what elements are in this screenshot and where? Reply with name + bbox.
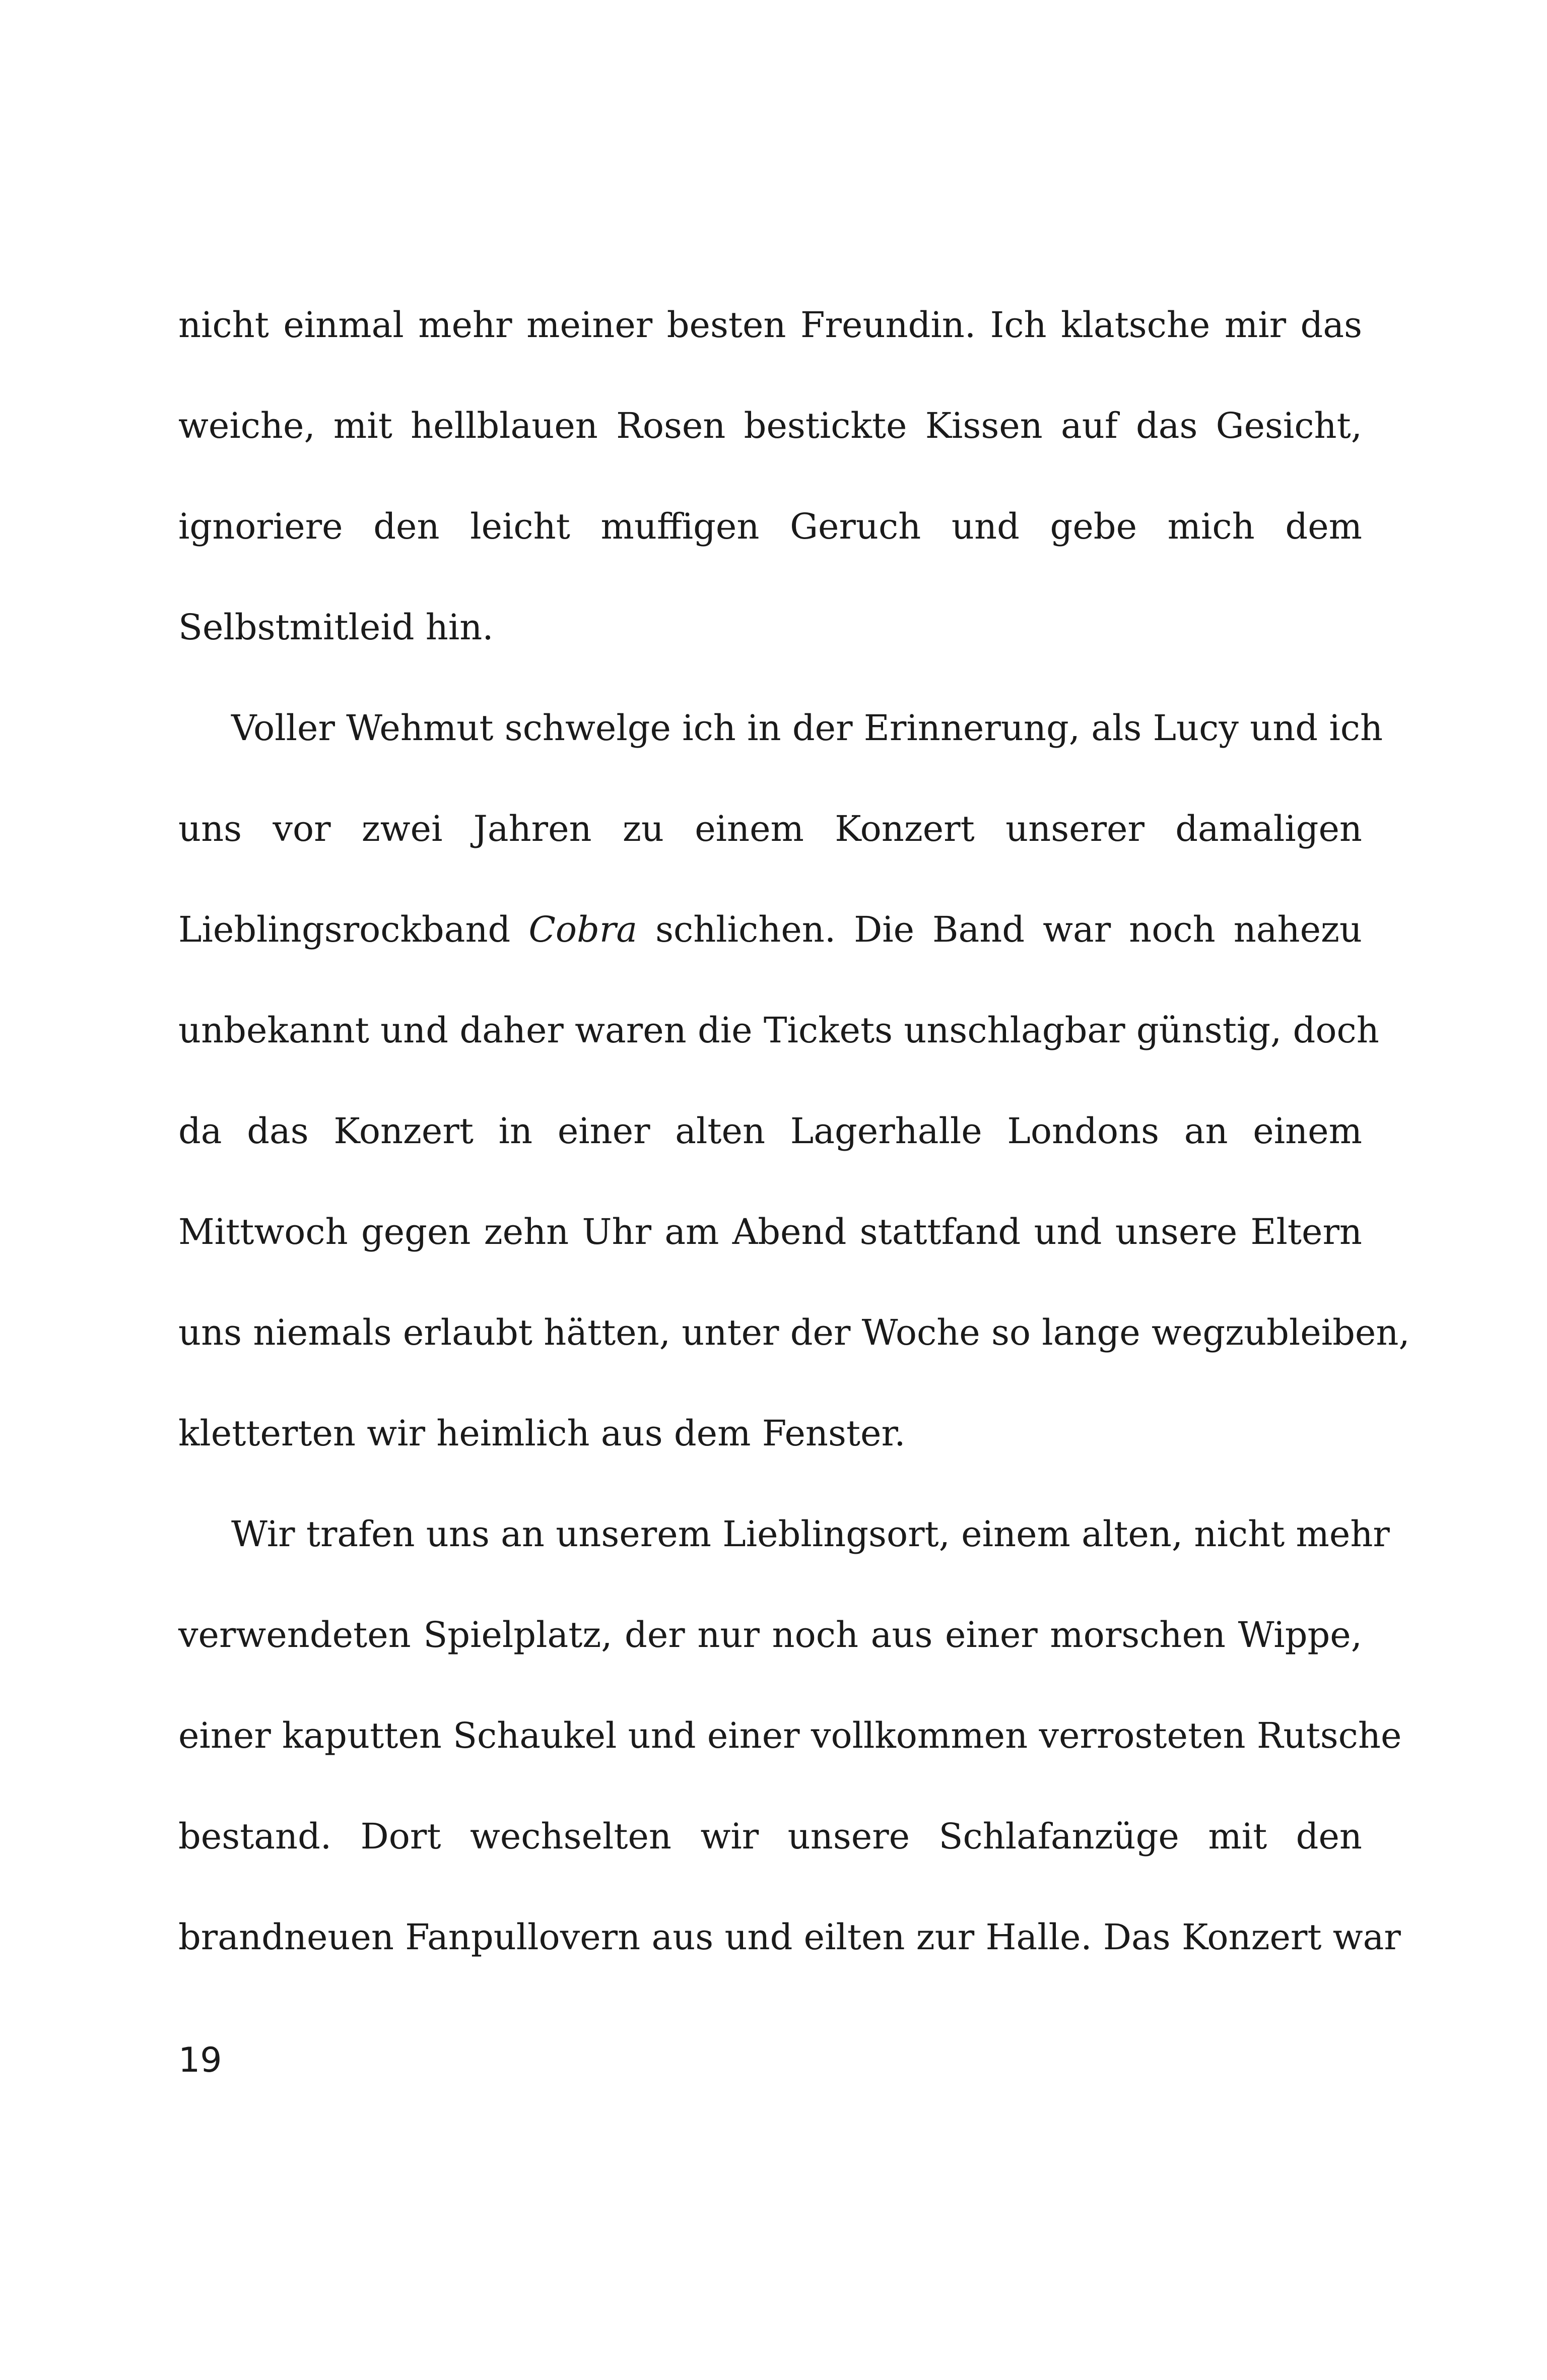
band-name-italic: Cobra [528,909,638,950]
text-segment: Lieblingsrockband [178,909,529,950]
text-line: Mittwoch gegen zehn Uhr am Abend stattfand und unsere Eltern [178,1211,1362,1252]
text-line: da das Konzert in einer alten Lagerhalle Londons an einem [178,1110,1362,1152]
text-line: kletterten wir heimlich aus dem Fenster. [178,1413,906,1454]
text-line [178,879,1362,980]
text-line: Selbstmitleid hin. [178,607,494,648]
text-line: Wir trafen uns an unserem Lieblingsort, einem alten, nicht mehr [231,1513,1390,1555]
text-line: uns niemals erlaubt hätten, unter der Woche so lange wegzubleiben, [178,1312,1410,1353]
body-text [178,275,1410,1988]
text-line: verwendeten Spielplatz, der nur noch aus einer morschen Wippe, [178,1614,1362,1656]
text-line: einer kaputten Schaukel und einer vollkommen verrosteten Rutsche [178,1715,1402,1756]
text-line: uns vor zwei Jahren zu einem Konzert unserer damaligen [178,808,1362,849]
text-line: bestand. Dort wechselten wir unsere Schlafanzüge mit den [178,1816,1362,1857]
text-line: ignoriere den leicht muffigen Geruch und gebe mich dem [178,506,1362,547]
text-line: unbekannt und daher waren die Tickets unschlagbar günstig, doch [178,1010,1379,1051]
book-page [178,0,1410,2380]
text-segment: schlichen. Die Band war noch nahezu [637,909,1362,950]
text-line: brandneuen Fanpullovern aus und eilten zur Halle. Das Konzert war [178,1916,1401,1958]
text-line: weiche, mit hellblauen Rosen bestickte Kissen auf das Gesicht, [178,405,1362,446]
text-line: nicht einmal mehr meiner besten Freundin. Ich klatsche mir das [178,304,1362,346]
page-number: 19 [178,2040,222,2080]
text-line: Voller Wehmut schwelge ich in der Erinnerung, als Lucy und ich [231,707,1383,749]
